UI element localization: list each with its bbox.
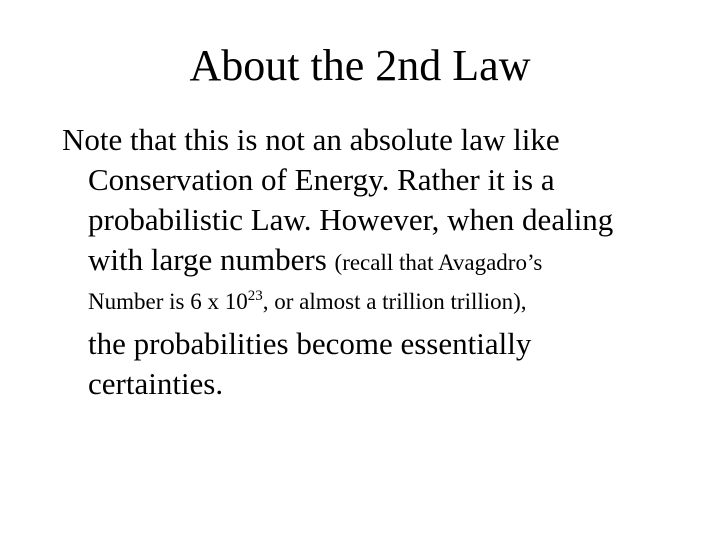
body-line-6: the probabilities become essentially <box>88 326 532 361</box>
body-line-2: Conservation of Energy. Rather it is a <box>88 162 555 197</box>
body-line-5-pre: Number is 6 x 10 <box>88 289 248 314</box>
exponent: 23 <box>247 288 263 304</box>
body-line-5-post: , or almost a trillion trillion), <box>262 289 527 314</box>
slide-title: About the 2nd Law <box>189 41 531 90</box>
body-line-4 <box>62 240 662 280</box>
body-line-4-main: with large numbers <box>88 242 335 277</box>
body-line-3: probabilistic Law. However, when dealing <box>88 202 614 237</box>
body-line-4-parenthetical: (recall that Avagadro’s <box>334 250 543 275</box>
body-line-1: Note that this is not an absolute law like <box>62 122 560 157</box>
slide-body <box>62 120 662 404</box>
body-line-7: certainties. <box>88 366 224 401</box>
body-line-5 <box>62 280 662 324</box>
